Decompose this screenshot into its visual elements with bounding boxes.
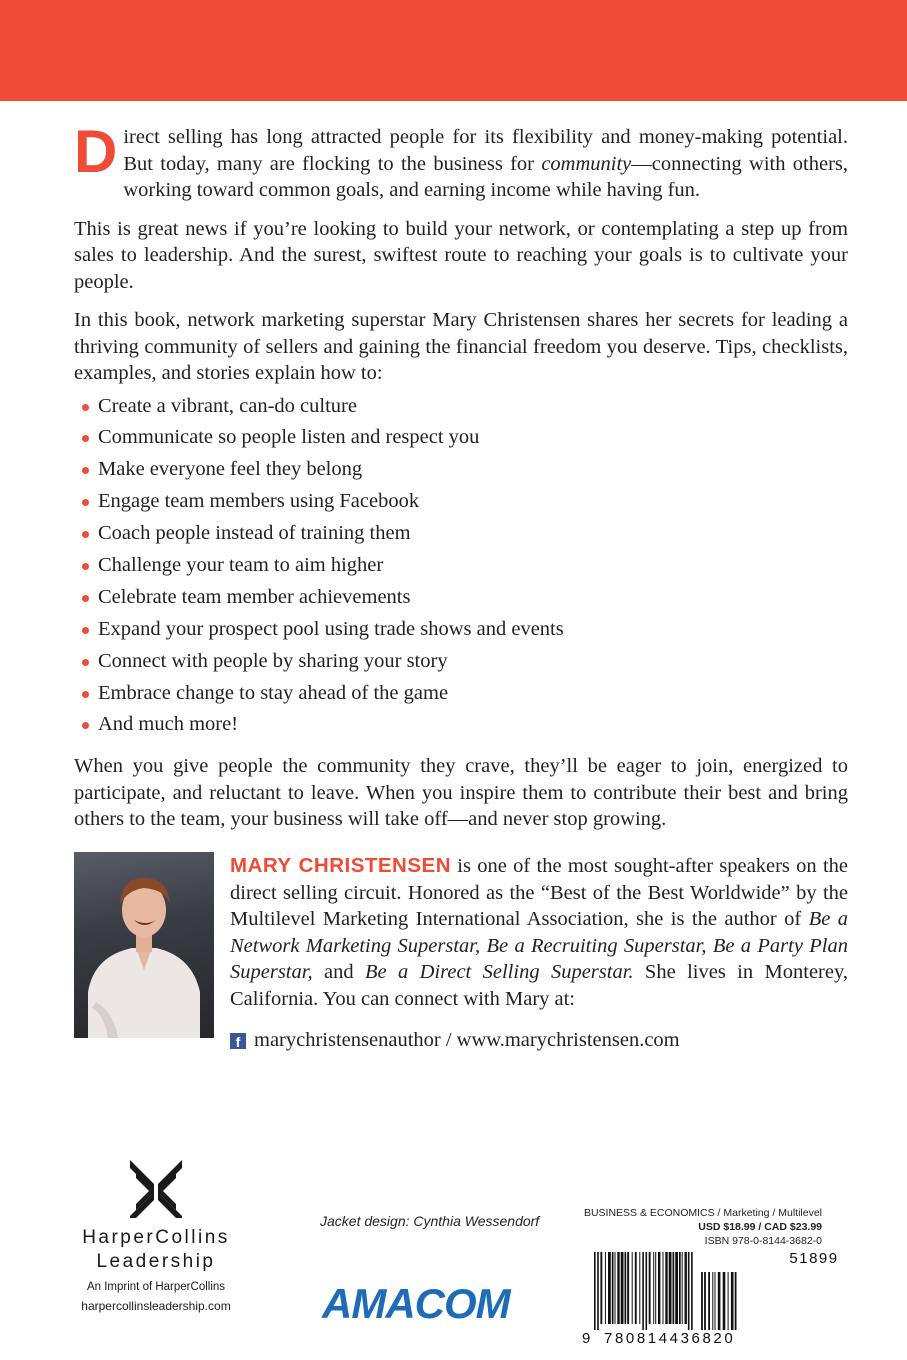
barcode-bar	[632, 1252, 633, 1324]
barcode-bar	[658, 1252, 660, 1324]
barcode-bar	[642, 1252, 644, 1330]
publisher-name-line1: HarperCollins	[82, 1227, 230, 1248]
drop-cap: D	[74, 118, 118, 185]
author-social-links	[230, 1026, 680, 1054]
barcode-bar	[679, 1252, 681, 1324]
barcode-bar	[627, 1252, 629, 1324]
author-portrait-illustration	[74, 852, 214, 1038]
barcode-bar	[688, 1252, 690, 1330]
isbn-text: ISBN 978-0-8144-3682-0	[704, 1235, 822, 1247]
list-item: Challenge your team to aim higher	[98, 550, 848, 582]
publisher-imprint: An Imprint of HarperCollins	[86, 1281, 226, 1293]
barcode-bar	[669, 1252, 672, 1324]
bullet-icon	[82, 499, 89, 506]
author-social-text[interactable]: marychristensenauthor / www.marychristensen.com	[254, 1029, 680, 1051]
list-item: And much more!	[98, 709, 848, 741]
barcode-bar	[691, 1252, 693, 1330]
list-item: Make everyone feel they belong	[98, 454, 848, 486]
barcode-bar	[605, 1252, 606, 1324]
bullet-icon	[82, 595, 89, 602]
barcode-bar	[655, 1252, 656, 1324]
bullet-icon	[82, 531, 89, 538]
closing-paragraph: When you give people the community they crave, they’ll be eager to join, energized to participate, and reluctant to leave. When you inspire them to contribute their best and bring others to the team, your business will take off—and never stop growing.	[74, 755, 848, 831]
list-item: Embrace change to stay ahead of the game	[98, 678, 848, 710]
bullet-icon	[82, 404, 89, 411]
barcode-bar	[728, 1272, 729, 1330]
barcode-bar	[635, 1252, 637, 1324]
list-item: Connect with people by sharing your story	[98, 646, 848, 678]
author-name: MARY CHRISTENSEN	[230, 854, 452, 877]
description-text	[74, 118, 849, 845]
barcode-bar	[600, 1252, 602, 1324]
barcode-addon-number: 51899	[789, 1250, 839, 1267]
list-item: Create a vibrant, can-do culture	[98, 391, 848, 423]
publisher-logo-block	[52, 1158, 260, 1313]
bullet-icon	[82, 435, 89, 442]
publisher-name-line2: Leadership	[96, 1251, 216, 1272]
facebook-icon: f	[230, 1033, 246, 1049]
barcode-first-digit: 9	[582, 1330, 591, 1347]
barcode-bar	[612, 1252, 614, 1324]
barcode-bar	[715, 1272, 716, 1330]
bullet-icon	[82, 627, 89, 634]
barcode-bar	[663, 1252, 664, 1324]
barcode-bar	[608, 1252, 611, 1324]
barcode-bar	[675, 1252, 678, 1324]
barcode-digits: 780814436820	[604, 1330, 736, 1347]
barcode-bar	[685, 1252, 687, 1324]
barcode-bar	[615, 1252, 616, 1324]
barcode-info	[578, 1206, 822, 1248]
barcode-bar	[704, 1272, 706, 1330]
bullet-icon	[82, 659, 89, 666]
bullet-icon	[82, 467, 89, 474]
category-text: BUSINESS & ECONOMICS / Marketing / Multilevel	[583, 1207, 822, 1219]
barcode-bar	[594, 1252, 596, 1330]
barcode-bar	[597, 1252, 599, 1330]
barcode-bar	[718, 1272, 721, 1330]
barcode-bar	[682, 1252, 683, 1324]
barcode-bar	[649, 1252, 651, 1324]
list-item: Expand your prospect pool using trade shows and events	[98, 614, 848, 646]
barcode-bar	[639, 1252, 640, 1324]
bullet-icon	[82, 563, 89, 570]
list-item: Celebrate team member achievements	[98, 582, 848, 614]
benefits-list	[74, 391, 848, 742]
list-item: Coach people instead of training them	[98, 518, 848, 550]
intro-paragraph-3: In this book, network marketing superstar Mary Christensen shares her secrets for leading a thriving community of sellers and gaining the financial freedom you deserve. Tips, checklists, examples, and stories explain how to:	[74, 309, 848, 384]
barcode-bar	[731, 1272, 734, 1330]
barcode-bar	[621, 1252, 624, 1324]
barcode-bar	[708, 1272, 710, 1330]
barcode-bar	[673, 1252, 675, 1324]
list-item: Communicate so people listen and respect you	[98, 422, 848, 454]
top-color-band	[0, 0, 907, 101]
barcode-bar	[646, 1252, 648, 1330]
list-item: Engage team members using Facebook	[98, 486, 848, 518]
publisher-url[interactable]: harpercollinsleadership.com	[81, 1299, 231, 1313]
harpercollins-fire-water-icon	[124, 1158, 188, 1218]
barcode-bar	[735, 1272, 737, 1330]
barcode-bar	[625, 1252, 627, 1324]
price-text: USD $18.99 / CAD $23.99	[698, 1221, 822, 1233]
amacom-logo: AMACOM	[322, 1280, 510, 1327]
bullet-icon	[82, 722, 89, 729]
jacket-credit: Jacket design: Cynthia Wessendorf	[320, 1213, 540, 1229]
author-photo	[74, 852, 214, 1038]
barcode-bar	[712, 1272, 713, 1330]
barcode-bar	[665, 1252, 667, 1324]
barcode-bar	[617, 1252, 619, 1324]
barcode-bar	[723, 1272, 726, 1330]
bullet-icon	[82, 691, 89, 698]
author-bio: MARY CHRISTENSEN is one of the most sought-after speakers on the direct selling circuit. Honored as the “Best of the Best Worldwide” by the Multilevel Marketing International Association, she is the author of Be a Network Marketing Superstar, Be a Recruiting Superstar, Be a Party Plan Superstar, and Be a Direct Selling Superstar. She lives in Monterey, California. You can connect with Mary at:	[230, 854, 849, 1010]
barcode	[594, 1252, 850, 1330]
intro-paragraph-2: This is great news if you’re looking to build your network, or contemplating a step up from sales to leadership. And the surest, swiftest route to reaching your goals is to cultivate your people.	[74, 217, 848, 293]
intro-paragraph-1: Direct selling has long attracted people for its flexibility and money-making potential. But today, many are flocking to the business for community—connecting with others, working toward common goals, and earning income while having fun.	[74, 118, 849, 201]
barcode-bar	[701, 1272, 703, 1330]
barcode-bar	[653, 1252, 654, 1324]
